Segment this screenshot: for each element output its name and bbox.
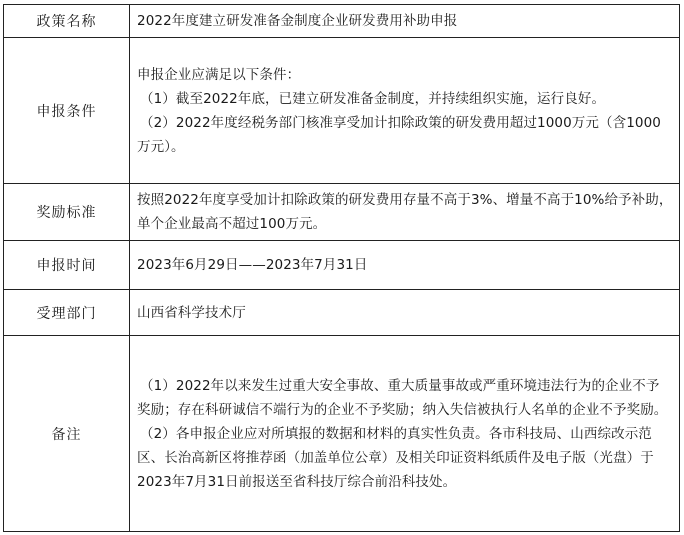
value-remarks [130,336,680,532]
policy-table [3,4,680,532]
label-department: 受理部门 [4,290,130,336]
remark-1: （1）2022年以来发生过重大安全事故、重大质量事故或严重环境违法行为的企业不予奖励；存在科研诚信不端行为的企业不予奖励；纳入失信被执行人名单的企业不予奖励。 [137,377,668,418]
value-time [130,241,680,290]
time-text: 2023年6月29日——2023年7月31日 [137,257,368,273]
value-department [130,290,680,336]
value-reward [130,184,680,241]
row-remarks [4,336,680,532]
label-conditions: 申报条件 [4,38,130,184]
policy-name-text: 2022年度建立研发准备金制度企业研发费用补助申报 [137,13,458,29]
label-time: 申报时间 [4,241,130,290]
value-conditions [130,38,680,184]
reward-text: 按照2022年度享受加计扣除政策的研发费用存量不高于3%、增量不高于10%给予补助，单个企业最高不超过100万元。 [137,192,673,232]
conditions-intro: 申报企业应满足以下条件： [137,66,301,83]
row-department [4,290,680,336]
label-reward: 奖励标准 [4,184,130,241]
row-policy-name [4,5,680,38]
value-policy-name [130,5,680,38]
label-remarks: 备注 [4,336,130,532]
row-conditions [4,38,680,184]
label-policy-name: 政策名称 [4,5,130,38]
condition-1: （1）截至2022年底，已建立研发准备金制度，并持续组织实施，运行良好。 [140,90,606,107]
condition-2: （2）2022年度经税务部门核准享受加计扣除政策的研发费用超过1000万元（含1000万元）。 [137,114,661,155]
remark-2: （2）各申报企业应对所填报的数据和材料的真实性负责。各市科技局、山西综改示范区、长治高新区将推荐函（加盖单位公章）及相关印证资料纸质件及电子版（光盘）于2023年7月31日前报送至省科技厅综合前沿科技处。 [137,425,654,490]
row-time [4,241,680,290]
row-reward [4,184,680,241]
department-text: 山西省科学技术厅 [137,304,246,321]
